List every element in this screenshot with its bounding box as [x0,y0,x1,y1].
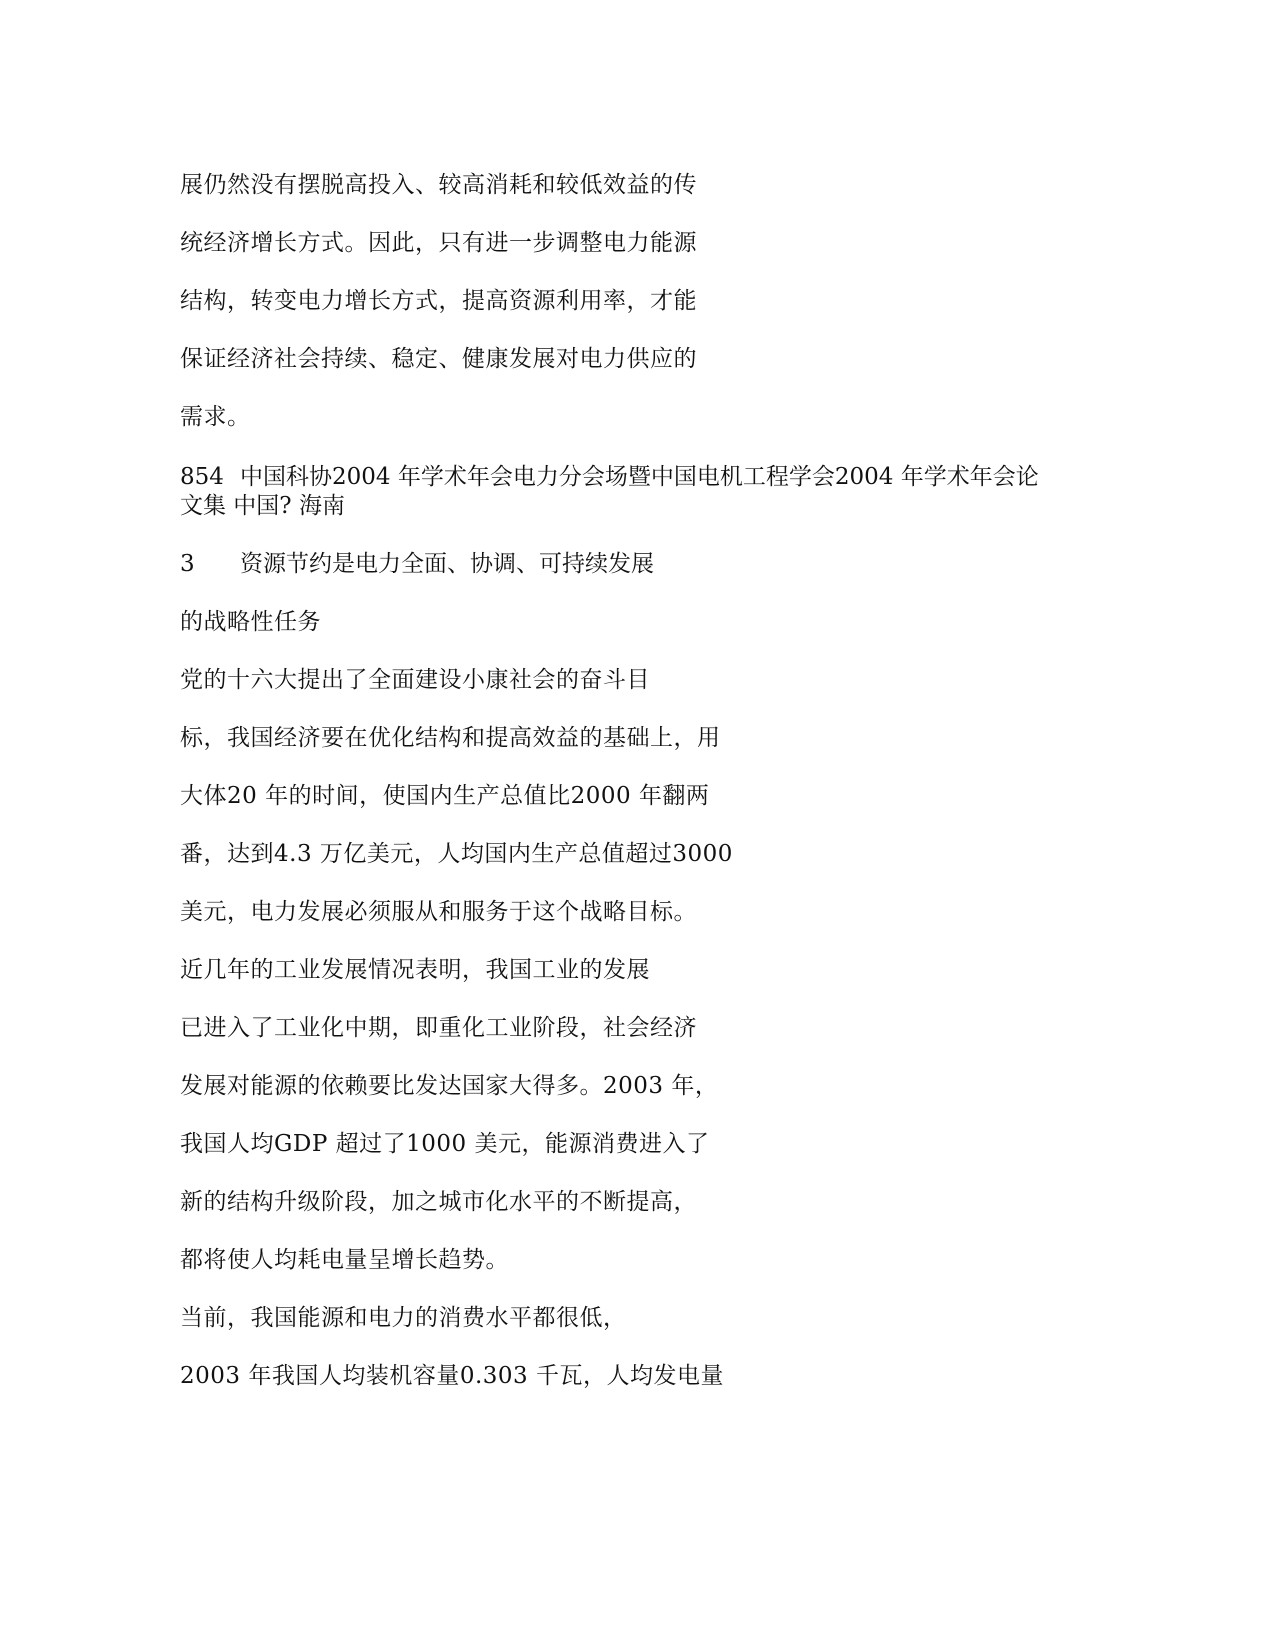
paragraph-2-line-1: 党的十六大提出了全面建设小康社会的奋斗目 [180,667,650,693]
section-number: 3 [180,551,195,577]
paragraph-2-line-2: 标，我国经济要在优化结构和提高效益的基础上，用 [180,725,721,751]
section-title-part-1: 资源节约是电力全面、协调、可持续发展 [240,551,654,577]
section-heading-line-1 [180,549,654,579]
paragraph-3-line-2: 已进入了工业化中期，即重化工业阶段，社会经济 [180,1015,697,1041]
paragraph-3-line-5: 新的结构升级阶段，加之城市化水平的不断提高， [180,1189,697,1215]
paragraph-3-line-1: 近几年的工业发展情况表明，我国工业的发展 [180,957,650,983]
paragraph-4-line-1: 当前，我国能源和电力的消费水平都很低， [180,1305,627,1331]
paragraph-4-line-2: 2003 年我国人均装机容量0.303 千瓦，人均发电量 [180,1363,724,1389]
paragraph-2-line-4: 番，达到4.3 万亿美元，人均国内生产总值超过3000 [180,841,733,867]
paragraph-3-line-3: 发展对能源的依赖要比发达国家大得多。2003 年， [180,1073,719,1099]
paragraph-1-line-1: 展仍然没有摆脱高投入、较高消耗和较低效益的传 [180,172,697,198]
page-number: 854 [180,464,224,490]
section-heading-line-2: 的战略性任务 [180,609,321,635]
paragraph-2-line-5: 美元，电力发展必须服从和服务于这个战略目标。 [180,899,697,925]
paragraph-1-line-4: 保证经济社会持续、稳定、健康发展对电力供应的 [180,346,697,372]
paragraph-3-line-4: 我国人均GDP 超过了1000 美元，能源消费进入了 [180,1131,710,1157]
paragraph-1-line-3: 结构，转变电力增长方式，提高资源利用率，才能 [180,288,697,314]
running-header-line-1 [180,462,1039,492]
paragraph-2-line-3: 大体20 年的时间，使国内生产总值比2000 年翻两 [180,783,710,809]
running-header-line-2: 文集 中国? 海南 [180,493,345,519]
paragraph-3-line-6: 都将使人均耗电量呈增长趋势。 [180,1247,509,1273]
paragraph-1-line-2: 统经济增长方式。因此，只有进一步调整电力能源 [180,230,697,256]
paragraph-1-line-5: 需求。 [180,404,251,430]
running-header-text: 中国科协2004 年学术年会电力分会场暨中国电机工程学会2004 年学术年会论 [240,464,1039,490]
